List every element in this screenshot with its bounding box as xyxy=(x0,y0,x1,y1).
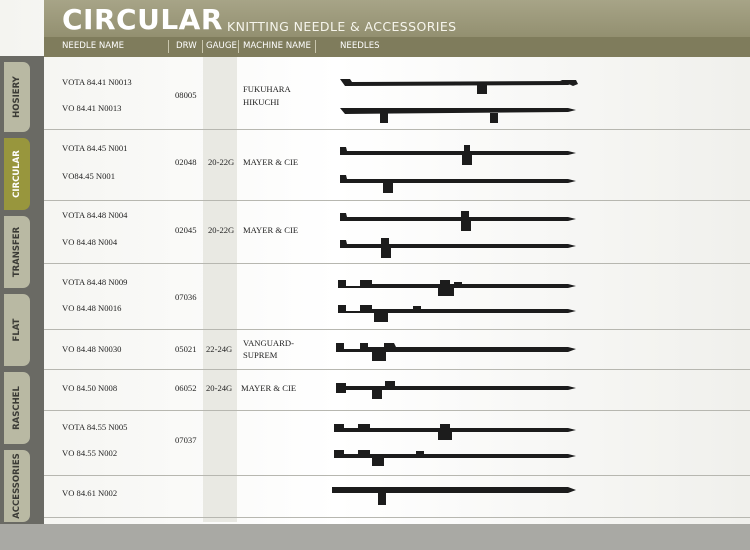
tab-circular[interactable]: CIRCULAR xyxy=(4,138,30,210)
drw-value: 02048 xyxy=(175,157,197,167)
needle-name: VOTA 84.45 N001 xyxy=(62,143,128,153)
needle-drawing xyxy=(340,175,576,193)
gauge-value: 20-22G xyxy=(208,225,235,235)
needle-drawing xyxy=(340,238,576,258)
machine-name: FUKUHARA xyxy=(243,84,291,94)
needle-drawing xyxy=(340,108,576,123)
drw-value: 06052 xyxy=(175,383,197,393)
column-header-machine-name: MACHINE NAME xyxy=(243,41,311,51)
needle-drawing xyxy=(334,450,576,466)
column-header-needle-name: NEEDLE NAME xyxy=(62,41,125,51)
page-title: CIRCULAR xyxy=(62,3,223,36)
gauge-value: 22-24G xyxy=(206,344,233,354)
needle-name: VOTA 84.48 N009 xyxy=(62,277,128,287)
tab-raschel[interactable]: RASCHEL xyxy=(4,372,30,444)
page-bottom-edge xyxy=(0,524,750,550)
drw-value: 02045 xyxy=(175,225,197,235)
needle-name: VO 84.41 N0013 xyxy=(62,103,122,113)
needle-name: VOTA 84.48 N004 xyxy=(62,210,128,220)
drw-value: 05021 xyxy=(175,344,197,354)
needle-drawing xyxy=(340,211,576,231)
tab-hosiery[interactable]: HOSIERY xyxy=(4,62,30,132)
machine-name: VANGUARD- xyxy=(243,338,294,348)
needle-name: VO 84.50 N008 xyxy=(62,383,118,393)
needle-name: VO 84.48 N0016 xyxy=(62,303,122,313)
machine-name: MAYER & CIE xyxy=(241,383,297,393)
needle-name: VOTA 84.41 N0013 xyxy=(62,77,132,87)
drw-value: 07036 xyxy=(175,292,197,302)
needle-name: VO 84.48 N004 xyxy=(62,237,118,247)
needle-drawing xyxy=(336,343,576,361)
needle-name: VO84.45 N001 xyxy=(62,171,115,181)
needle-drawing xyxy=(340,145,576,165)
needle-drawing xyxy=(334,424,576,440)
needle-drawing xyxy=(332,487,576,505)
tab-accessories[interactable]: ACCESSORIES xyxy=(4,450,30,522)
needle-name: VOTA 84.55 N005 xyxy=(62,422,128,432)
tab-transfer[interactable]: TRANSFER xyxy=(4,216,30,288)
machine-name: MAYER & CIE xyxy=(243,225,299,235)
page-subtitle: KNITTING NEEDLE & ACCESSORIES xyxy=(227,19,457,34)
drw-value: 08005 xyxy=(175,90,197,100)
needle-drawing xyxy=(338,305,576,322)
needle-drawing xyxy=(336,381,576,399)
machine-name: HIKUCHI xyxy=(243,97,280,107)
needle-name: VO 84.61 N002 xyxy=(62,488,118,498)
column-header-gauge: GAUGE xyxy=(206,41,237,51)
needle-name: VO 84.55 N002 xyxy=(62,448,118,458)
machine-name: MAYER & CIE xyxy=(243,157,299,167)
needle-drawing xyxy=(338,280,576,296)
drw-value: 07037 xyxy=(175,435,197,445)
gauge-value: 20-24G xyxy=(206,383,233,393)
machine-name: SUPREM xyxy=(243,350,278,360)
needle-name: VO 84.48 N0030 xyxy=(62,344,122,354)
column-header-needles: NEEDLES xyxy=(340,41,380,51)
column-header-drw: DRW xyxy=(176,41,197,51)
needle-drawing xyxy=(340,79,578,94)
gauge-value: 20-22G xyxy=(208,157,235,167)
tab-flat[interactable]: FLAT xyxy=(4,294,30,366)
